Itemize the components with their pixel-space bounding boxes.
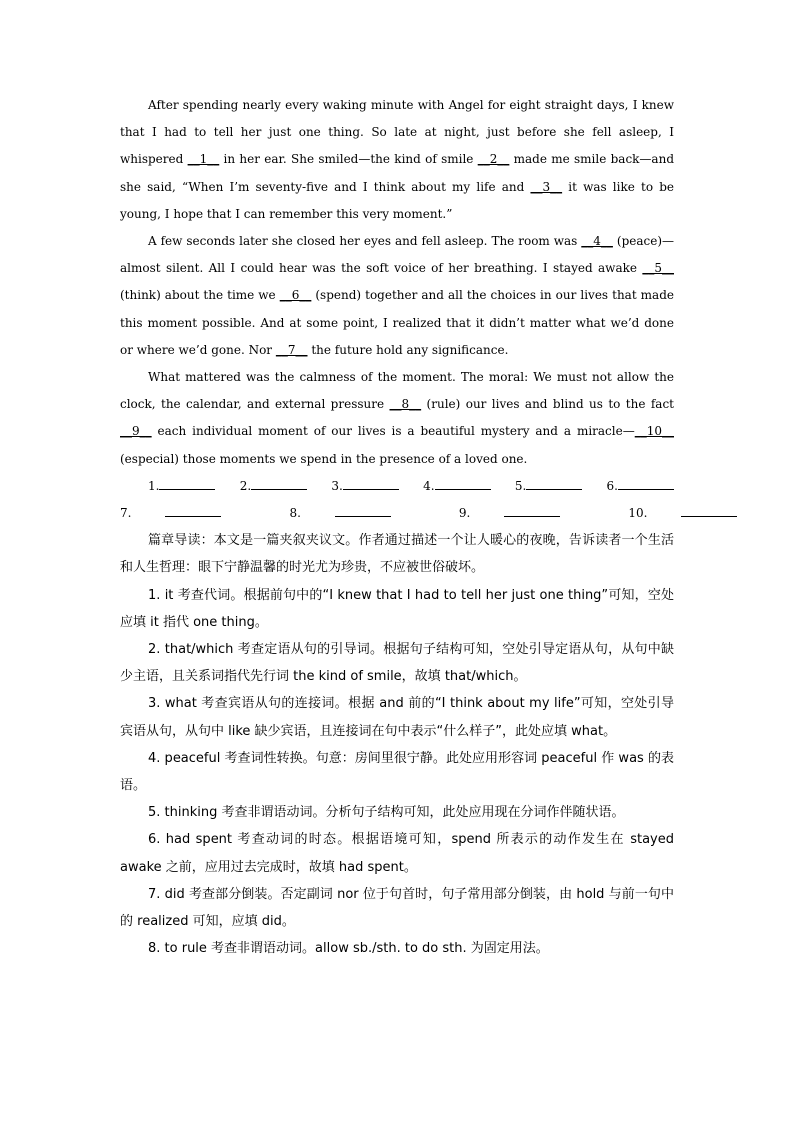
explanation-7: 7. did 考查部分倒装。否定副词 nor 位于句首时，句子常用部分倒装，由 hold 与前一句中的 realized 可知，应填 did。: [120, 886, 674, 930]
explanation-8: 8. to rule 考查非谓语动词。allow sb./sth. to do sth. 为固定用法。: [148, 941, 549, 957]
blank-2: __2__: [477, 152, 510, 167]
blank-9: __9__: [120, 424, 152, 439]
document-content: [120, 92, 674, 963]
passage-paragraph-1: [120, 92, 674, 228]
answer-slot-1: 1.: [148, 473, 215, 500]
explanation-2: 2. that/which 考查定语从句的引导词。根据句子结构可知，空处引导定语从句，从句中缺少主语，且关系词指代先行词 the kind of smile，故填 that/which。: [120, 642, 674, 685]
passage-paragraph-3: [120, 364, 674, 473]
blank-4: __4__: [581, 234, 613, 249]
passage-text: (spend) together and all the choices in our lives that made this moment possible. And at some point, I realized that it didn’t matter what we’d done or where we’d gone. Nor: [120, 288, 674, 357]
explanation-5: 5. thinking 考查非谓语动词。分析句子结构可知，此处应用现在分词作伴随状语。: [148, 805, 625, 821]
answer-slot-9: 9.: [459, 500, 594, 527]
answer-slot-5: 5.: [515, 473, 582, 500]
passage-text: each individual moment of our lives is a beautiful mystery and a miracle—: [151, 424, 635, 439]
answer-slot-8: 8.: [289, 500, 424, 527]
passage-text: A few seconds later she closed her eyes and fell asleep. The room was: [148, 234, 582, 249]
passage-text: After spending nearly every waking minute with Angel for eight straight days, I knew that I had to tell her just one thing. So late at night, just before she fell asleep, I whispered: [120, 98, 674, 167]
answer-slots-row-1: [148, 473, 674, 500]
answer-slot-6: 6.: [607, 473, 674, 500]
explanation-3: 3. what 考查宾语从句的连接词。根据 and 前的“I think about my life”可知，空处引导宾语从句，从句中 like 缺少宾语，且连接词在句中表示“什么样子”，此处应填 what。: [120, 696, 674, 739]
blank-3: __3__: [530, 179, 563, 194]
passage-text: (especial) those moments we spend in the presence of a loved one.: [120, 451, 528, 466]
answer-slot-2: 2.: [240, 473, 307, 500]
passage-text: the future hold any significance.: [307, 342, 509, 357]
passage-text: it was like to be young, I hope that I can remember this very moment.”: [120, 179, 674, 221]
passage-text: (peace)—almost silent. All I could hear was the soft voice of her breathing. I stayed awake: [120, 234, 675, 276]
explanation-4: 4. peaceful 考查词性转换。句意：房间里很宁静。此处应用形容词 peaceful 作 was 的表语。: [120, 750, 674, 794]
answer-slot-10: 10.: [628, 500, 771, 527]
blank-10: __10__: [634, 424, 674, 439]
blank-7: __7__: [275, 342, 308, 357]
passage-text: (rule) our lives and blind us to the fact: [421, 397, 674, 412]
explanation-1: 1. it 考查代词。根据前句中的“I knew that I had to tell her just one thing”可知，空处应填 it 指代 one thing。: [120, 587, 674, 630]
answer-slots-row-2: [120, 500, 674, 527]
answer-slot-4: 4.: [423, 473, 490, 500]
passage-text: (think) about the time we: [120, 288, 280, 303]
passage-text: in her ear. She smiled—the kind of smile: [219, 152, 478, 167]
passage-guide: 篇章导读：本文是一篇夹叙夹议文。作者通过描述一个让人暖心的夜晚，告诉读者一个生活和人生哲理：眼下宁静温馨的时光尤为珍贵，不应被世俗破坏。: [120, 533, 674, 576]
passage-text: What mattered was the calmness of the moment. The moral: We must not allow the clock, the calendar, and external pressure: [120, 370, 674, 412]
passage-text: made me smile back—and she said, “When I’m seventy-five and I think about my life and: [120, 152, 674, 194]
explanation-6: 6. had spent 考查动词的时态。根据语境可知，spend 所表示的动作发生在 stayed awake 之前，应用过去完成时，故填 had spent。: [120, 832, 674, 875]
blank-1: __1__: [187, 152, 220, 167]
blank-5: __5__: [642, 261, 674, 276]
blank-8: __8__: [389, 397, 422, 412]
answer-slot-7: 7.: [120, 500, 255, 527]
blank-6: __6__: [279, 288, 312, 303]
answer-slot-3: 3.: [331, 473, 398, 500]
passage-paragraph-2: [120, 228, 674, 364]
